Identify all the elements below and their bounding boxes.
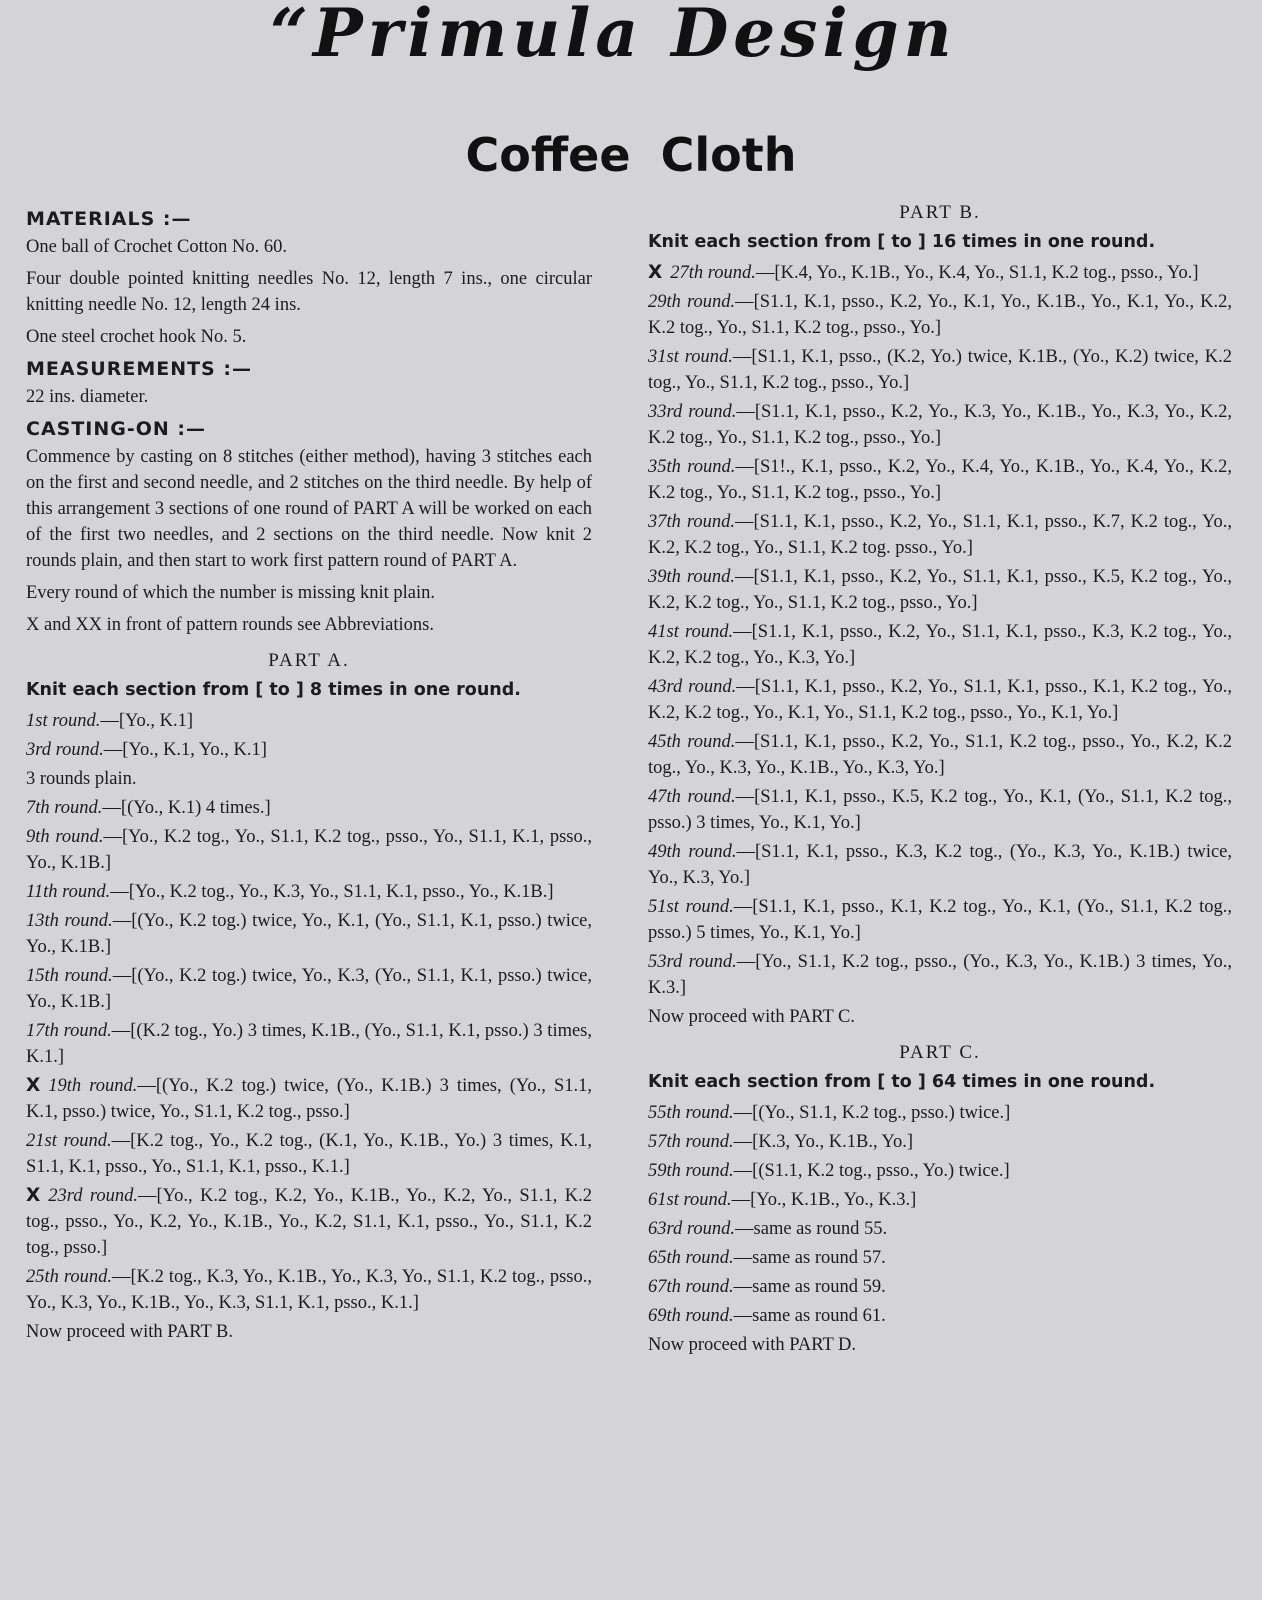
round-text: —[S1.1, K.1, psso., K.2, Yo., K.3, Yo., K.1B., Yo., K.3, Yo., K.2, K.2 tog., Yo., S1.1, K.2 tog., psso., Yo.] — [648, 402, 1233, 448]
round-text: —[Yo., K.2 tog., Yo., S1.1, K.2 tog., psso., Yo., S1.1, K.1, psso., Yo., K.1B.] — [26, 827, 592, 873]
part-b-rounds — [648, 260, 1232, 1001]
measurements-line: 22 ins. diameter. — [26, 387, 149, 407]
round-label: 35th round. — [648, 457, 736, 477]
round-label: 17th round. — [26, 1021, 112, 1041]
round-text: —[K.4, Yo., K.1B., Yo., K.4, Yo., S1.1, K.2 tog., psso., Yo.] — [755, 263, 1199, 283]
pattern-round — [26, 1018, 592, 1070]
materials-line: Four double pointed knitting needles No. 12, length 7 ins., one circular knitting needle No. 12, length 24 ins. — [26, 269, 592, 315]
round-label: 63rd round. — [648, 1219, 736, 1239]
round-label: 51st round. — [648, 897, 734, 917]
round-text: —same as round 57. — [733, 1248, 886, 1268]
round-text: —[S1.1, K.1, psso., K.1, K.2 tog., Yo., K.1, (Yo., S1.1, K.2 tog., psso.) 5 times, Yo., K.1, Yo.] — [648, 897, 1232, 943]
round-label: 25th round. — [26, 1267, 112, 1287]
round-label: 69th round. — [648, 1306, 734, 1326]
round-text: —[(Yo., S1.1, K.2 tog., psso.) twice.] — [733, 1103, 1011, 1123]
round-label: 53rd round. — [648, 952, 737, 972]
round-text: —[K.2 tog., K.3, Yo., K.1B., Yo., K.3, Yo., S1.1, K.2 tog., psso., Yo., K.3, Yo., K.1B., Yo., K.3, S1.1, K.1, psso., K.1.] — [26, 1267, 593, 1313]
round-label: 21st round. — [26, 1131, 112, 1151]
page-title: Coffee Cloth — [465, 128, 797, 182]
materials-line: One ball of Crochet Cotton No. 60. — [26, 237, 288, 257]
part-c-rounds — [648, 1100, 1232, 1329]
pattern-round — [26, 1183, 592, 1261]
round-text: —[S1.1, K.1, psso., K.2, Yo., S1.1, K.2 tog., psso., Yo., K.2, K.2 tog., Yo., K.3, Yo., K.1B., Yo., K.3, Yo.] — [648, 732, 1232, 778]
round-label: 9th round. — [26, 827, 104, 847]
round-label: 23rd round. — [48, 1186, 139, 1206]
round-label: 65th round. — [648, 1248, 734, 1268]
materials-line: One steel crochet hook No. 5. — [26, 327, 247, 347]
pattern-round — [648, 1187, 1232, 1213]
round-label: 61st round. — [648, 1190, 732, 1210]
round-label: 47th round. — [648, 787, 736, 807]
part-c-instruction: Knit each section from [ to ] 64 times in one round. — [648, 1072, 1156, 1092]
round-label: 45th round. — [648, 732, 736, 752]
round-text: —[Yo., K.1] — [100, 711, 194, 731]
pattern-round — [26, 766, 592, 792]
round-text: —[(Yo., K.1) 4 times.] — [102, 798, 271, 818]
round-label: 15th round. — [26, 966, 113, 986]
pattern-round — [26, 1264, 592, 1316]
pattern-round — [648, 1303, 1232, 1329]
round-text: —[(K.2 tog., Yo.) 3 times, K.1B., (Yo., S1.1, K.1, psso.) 3 times, K.1.] — [26, 1021, 593, 1067]
round-label: 59th round. — [648, 1161, 734, 1181]
script-title: “Primula Design — [270, 0, 957, 72]
round-text: —[S1.1, K.1, psso., K.2, Yo., S1.1, K.1, psso., K.7, K.2 tog., Yo., K.2, K.2 tog., Yo., S1.1, K.2 tog. psso., Yo.] — [648, 512, 1233, 558]
round-text: —[Yo., K.1, Yo., K.1] — [103, 740, 267, 760]
part-a-rounds — [26, 708, 592, 1316]
round-label: 1st round. — [26, 711, 101, 731]
pattern-round — [648, 1100, 1232, 1126]
pattern-round — [648, 454, 1232, 506]
casting-on-paragraph: Commence by casting on 8 stitches (either method), having 3 stitches each on the first and second needle, and 2 stitches on the third needle. By help of this arrangement 3 sections of one round of PART A will be worked on each of the first two needles, and 2 sections on the third needle. Now knit 2 rounds plain, and then start to work first pattern round of PART A. — [26, 447, 592, 571]
casting-on-paragraph: X and XX in front of pattern rounds see Abbreviations. — [26, 615, 434, 635]
round-text: —[Yo., K.1B., Yo., K.3.] — [731, 1190, 917, 1210]
pattern-round — [26, 795, 592, 821]
pattern-round — [648, 1129, 1232, 1155]
round-marker: X — [26, 1075, 41, 1096]
pattern-round — [648, 564, 1232, 616]
part-c-proceed: Now proceed with PART D. — [648, 1335, 857, 1355]
round-marker: X — [648, 262, 663, 283]
part-a-instruction: Knit each section from [ to ] 8 times in one round. — [26, 680, 521, 700]
pattern-round — [648, 619, 1232, 671]
round-label: 67th round. — [648, 1277, 734, 1297]
round-label: 55th round. — [648, 1103, 734, 1123]
round-text: —[S1.1, K.1, psso., K.2, Yo., S1.1, K.1, psso., K.5, K.2 tog., Yo., K.2, K.2 tog., Yo., S1.1, K.2 tog., psso., Yo.] — [648, 567, 1233, 613]
round-text: —[S1.1, K.1, psso., K.2, Yo., S1.1, K.1, psso., K.3, K.2 tog., Yo., K.2, K.2 tog., Yo., K.3, Yo.] — [648, 622, 1232, 668]
measurements-heading: MEASUREMENTS :— — [26, 358, 252, 380]
round-text: —[(S1.1, K.2 tog., psso., Yo.) twice.] — [733, 1161, 1010, 1181]
round-text: —same as round 61. — [733, 1306, 886, 1326]
round-label: 33rd round. — [648, 402, 737, 422]
pattern-round — [26, 879, 592, 905]
pattern-round — [648, 1216, 1232, 1242]
pattern-round — [26, 1128, 592, 1180]
pattern-round — [648, 784, 1232, 836]
round-text: —same as round 55. — [735, 1219, 888, 1239]
pattern-round — [648, 399, 1232, 451]
round-label: 19th round. — [48, 1076, 138, 1096]
round-label: 3rd round. — [26, 740, 104, 760]
right-column — [648, 200, 1232, 1364]
round-text: —[S1.1, K.1, psso., (K.2, Yo.) twice, K.1B., (Yo., K.2) twice, K.2 tog., Yo., S1.1, K.2 tog., psso., Yo.] — [648, 347, 1232, 393]
casting-on-paragraph: Every round of which the number is missing knit plain. — [26, 583, 435, 603]
pattern-round — [26, 737, 592, 763]
pattern-round — [648, 839, 1232, 891]
materials-heading: MATERIALS :— — [26, 208, 192, 230]
pattern-round — [648, 344, 1232, 396]
round-label: 11th round. — [26, 882, 111, 902]
part-b-proceed: Now proceed with PART C. — [648, 1007, 856, 1027]
part-a-title: PART A. — [268, 650, 350, 671]
round-text: —[(Yo., K.2 tog.) twice, Yo., K.3, (Yo., S1.1, K.1, psso.) twice, Yo., K.1B.] — [26, 966, 592, 1012]
pattern-round — [26, 908, 592, 960]
pattern-round — [648, 1158, 1232, 1184]
part-b-instruction: Knit each section from [ to ] 16 times in one round. — [648, 232, 1156, 252]
round-label: 49th round. — [648, 842, 737, 862]
round-text: —[K.3, Yo., K.1B., Yo.] — [733, 1132, 914, 1152]
pattern-round — [648, 1245, 1232, 1271]
round-label: 43rd round. — [648, 677, 737, 697]
pattern-round — [26, 963, 592, 1015]
round-text: —[S1!., K.1, psso., K.2, Yo., K.4, Yo., K.1B., Yo., K.4, Yo., K.2, K.2 tog., Yo., S1.1, K.2 tog., psso., Yo.] — [648, 457, 1233, 503]
left-column — [26, 200, 592, 1351]
round-label: 13th round. — [26, 911, 113, 931]
round-text: —[Yo., S1.1, K.2 tog., psso., (Yo., K.3, Yo., K.1B.) 3 times, Yo., K.3.] — [648, 952, 1232, 998]
round-label: 29th round. — [648, 292, 736, 312]
pattern-round — [648, 1274, 1232, 1300]
round-text: —same as round 59. — [733, 1277, 886, 1297]
round-label: 27th round. — [670, 263, 756, 283]
round-label: 37th round. — [648, 512, 736, 532]
part-a-proceed: Now proceed with PART B. — [26, 1322, 234, 1342]
part-b-title: PART B. — [899, 202, 981, 223]
round-text: —[S1.1, K.1, psso., K.2, Yo., S1.1, K.1, psso., K.1, K.2 tog., Yo., K.2, K.2 tog., Yo., K.1, Yo., S1.1, K.2 tog., psso., Yo., K.1, Yo.] — [648, 677, 1232, 723]
pattern-round — [648, 509, 1232, 561]
round-label: 7th round. — [26, 798, 103, 818]
pattern-round — [648, 260, 1232, 286]
pattern-round — [26, 824, 592, 876]
pattern-round — [648, 289, 1232, 341]
round-label: 41st round. — [648, 622, 734, 642]
pattern-round — [648, 894, 1232, 946]
pattern-round — [26, 708, 592, 734]
round-text: —[S1.1, K.1, psso., K.3, K.2 tog., (Yo., K.3, Yo., K.1B.) twice, Yo., K.3, Yo.] — [648, 842, 1233, 888]
round-text: —[Yo., K.2 tog., K.2, Yo., K.1B., Yo., K.2, Yo., S1.1, K.2 tog., psso., Yo., K.2, Yo., K.1B., Yo., K.2, S1.1, K.1, psso., Yo., S1.1, K.2 tog., psso.] — [26, 1186, 593, 1258]
round-text: 3 rounds plain. — [26, 769, 137, 789]
pattern-round — [26, 1073, 592, 1125]
part-c-title: PART C. — [899, 1042, 981, 1063]
round-text: —[K.2 tog., Yo., K.2 tog., (K.1, Yo., K.1B., Yo.) 3 times, K.1, S1.1, K.1, psso., Yo., S1.1, K.1, psso., K.1.] — [26, 1131, 592, 1177]
round-text: —[(Yo., K.2 tog.) twice, Yo., K.1, (Yo., S1.1, K.1, psso.) twice, Yo., K.1B.] — [26, 911, 592, 957]
round-text: —[S1.1, K.1, psso., K.2, Yo., K.1, Yo., K.1B., Yo., K.1, Yo., K.2, K.2 tog., Yo., S1.1, K.2 tog., psso., Yo.] — [648, 292, 1232, 338]
round-text: —[S1.1, K.1, psso., K.5, K.2 tog., Yo., K.1, (Yo., S1.1, K.2 tog., psso.) 3 times, Yo., K.1, Yo.] — [648, 787, 1232, 833]
pattern-round — [648, 729, 1232, 781]
casting-on-heading: CASTING-ON :— — [26, 418, 207, 440]
pattern-round — [648, 949, 1232, 1001]
round-marker: X — [26, 1185, 41, 1206]
round-label: 31st round. — [648, 347, 733, 367]
round-label: 39th round. — [648, 567, 736, 587]
round-text: —[Yo., K.2 tog., Yo., K.3, Yo., S1.1, K.1, psso., Yo., K.1B.] — [110, 882, 554, 902]
round-text: —[(Yo., K.2 tog.) twice, (Yo., K.1B.) 3 times, (Yo., S1.1, K.1, psso.) twice, Yo., S1.1, K.2 tog., psso.] — [26, 1076, 593, 1122]
round-label: 57th round. — [648, 1132, 734, 1152]
pattern-round — [648, 674, 1232, 726]
